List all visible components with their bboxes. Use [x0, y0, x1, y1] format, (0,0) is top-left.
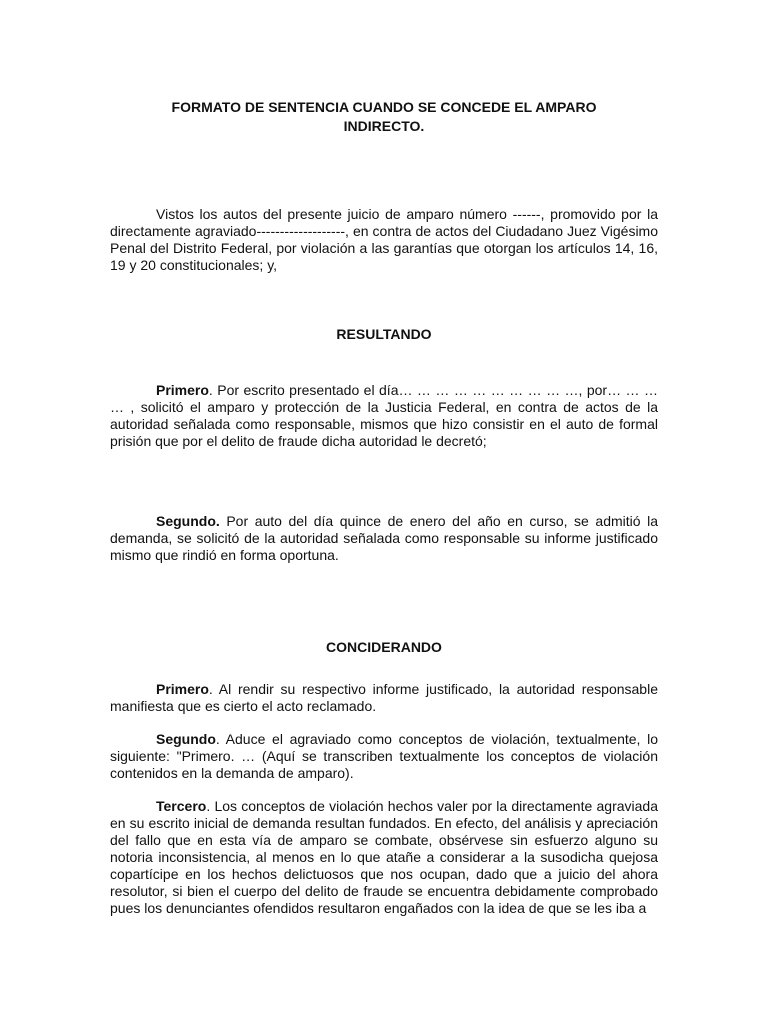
- considerando-tercero-text: . Los conceptos de violación hechos valer por la directamente agraviada en su escrito inicial de demanda resultan fundados. En efecto, del análisis y apreciación del fallo que en esta vía de amparo se combate, obsérvese sin esfuerzo alguno su notoria inconsistencia, al menos en lo que atañe a considerar a la susodicha quejosa copartícipe en los hechos delictuosos que nos ocupan, dado que a juicio del ahora resolutor, si bien el cuerpo del delito de fraude se encuentra debidamente comprobado pues los denunciantes ofendidos resultaron engañados con la idea de que se les iba a: [110, 798, 658, 916]
- resultando-heading: RESULTANDO: [336, 326, 432, 342]
- considerando-segundo-label: Segundo: [156, 731, 216, 747]
- resultando-segundo-text: Por auto del día quince de enero del año en curso, se admitió la demanda, se solicitó de la autoridad señalada como responsable su informe justificado mismo que rindió en forma oportuna.: [110, 513, 658, 563]
- resultando-primero-paragraph: [110, 382, 658, 450]
- considerando-heading: CONCIDERANDO: [326, 639, 442, 655]
- resultando-primero-text: . Por escrito presentado el día… … … … … … … … … …, por… … … … , solicitó el amparo y protección de la Justicia Federal, en contra de actos de la autoridad señalada como responsable, mismos que hizo consistir en el auto de formal prisión que por el delito de fraude dicha autoridad le decretó;: [110, 382, 658, 449]
- document-title: [110, 98, 658, 136]
- resultando-primero-label: Primero: [156, 382, 209, 398]
- considerando-primero-text: . Al rendir su respectivo informe justificado, la autoridad responsable manifiesta que es cierto el acto reclamado.: [110, 681, 658, 714]
- resultando-segundo-paragraph: [110, 513, 658, 564]
- considerando-segundo-text: . Aduce el agraviado como conceptos de violación, textualmente, lo siguiente: "Primero. … (Aquí se transcriben textualmente los conceptos de violación contenidos en la demanda de amparo).: [110, 731, 658, 781]
- document-title-line-1: FORMATO DE SENTENCIA CUANDO SE CONCEDE EL AMPARO: [171, 99, 597, 115]
- intro-paragraph: Vistos los autos del presente juicio de amparo número ------, promovido por la directamente agraviado-------------------, en contra de actos del Ciudadano Juez Vigésimo Penal del Distrito Federal, por violación a las garantías que otorgan los artículos 14, 16, 19 y 20 constitucionales; y,: [110, 206, 658, 273]
- considerando-primero-label: Primero: [156, 681, 209, 697]
- document-title-line-2: INDIRECTO.: [343, 118, 425, 134]
- considerando-segundo-paragraph: [110, 731, 658, 782]
- resultando-segundo-label: Segundo.: [156, 513, 220, 529]
- considerando-primero-paragraph: [110, 681, 658, 715]
- considerando-tercero-label: Tercero: [156, 798, 207, 814]
- considerando-tercero-paragraph: [110, 798, 658, 917]
